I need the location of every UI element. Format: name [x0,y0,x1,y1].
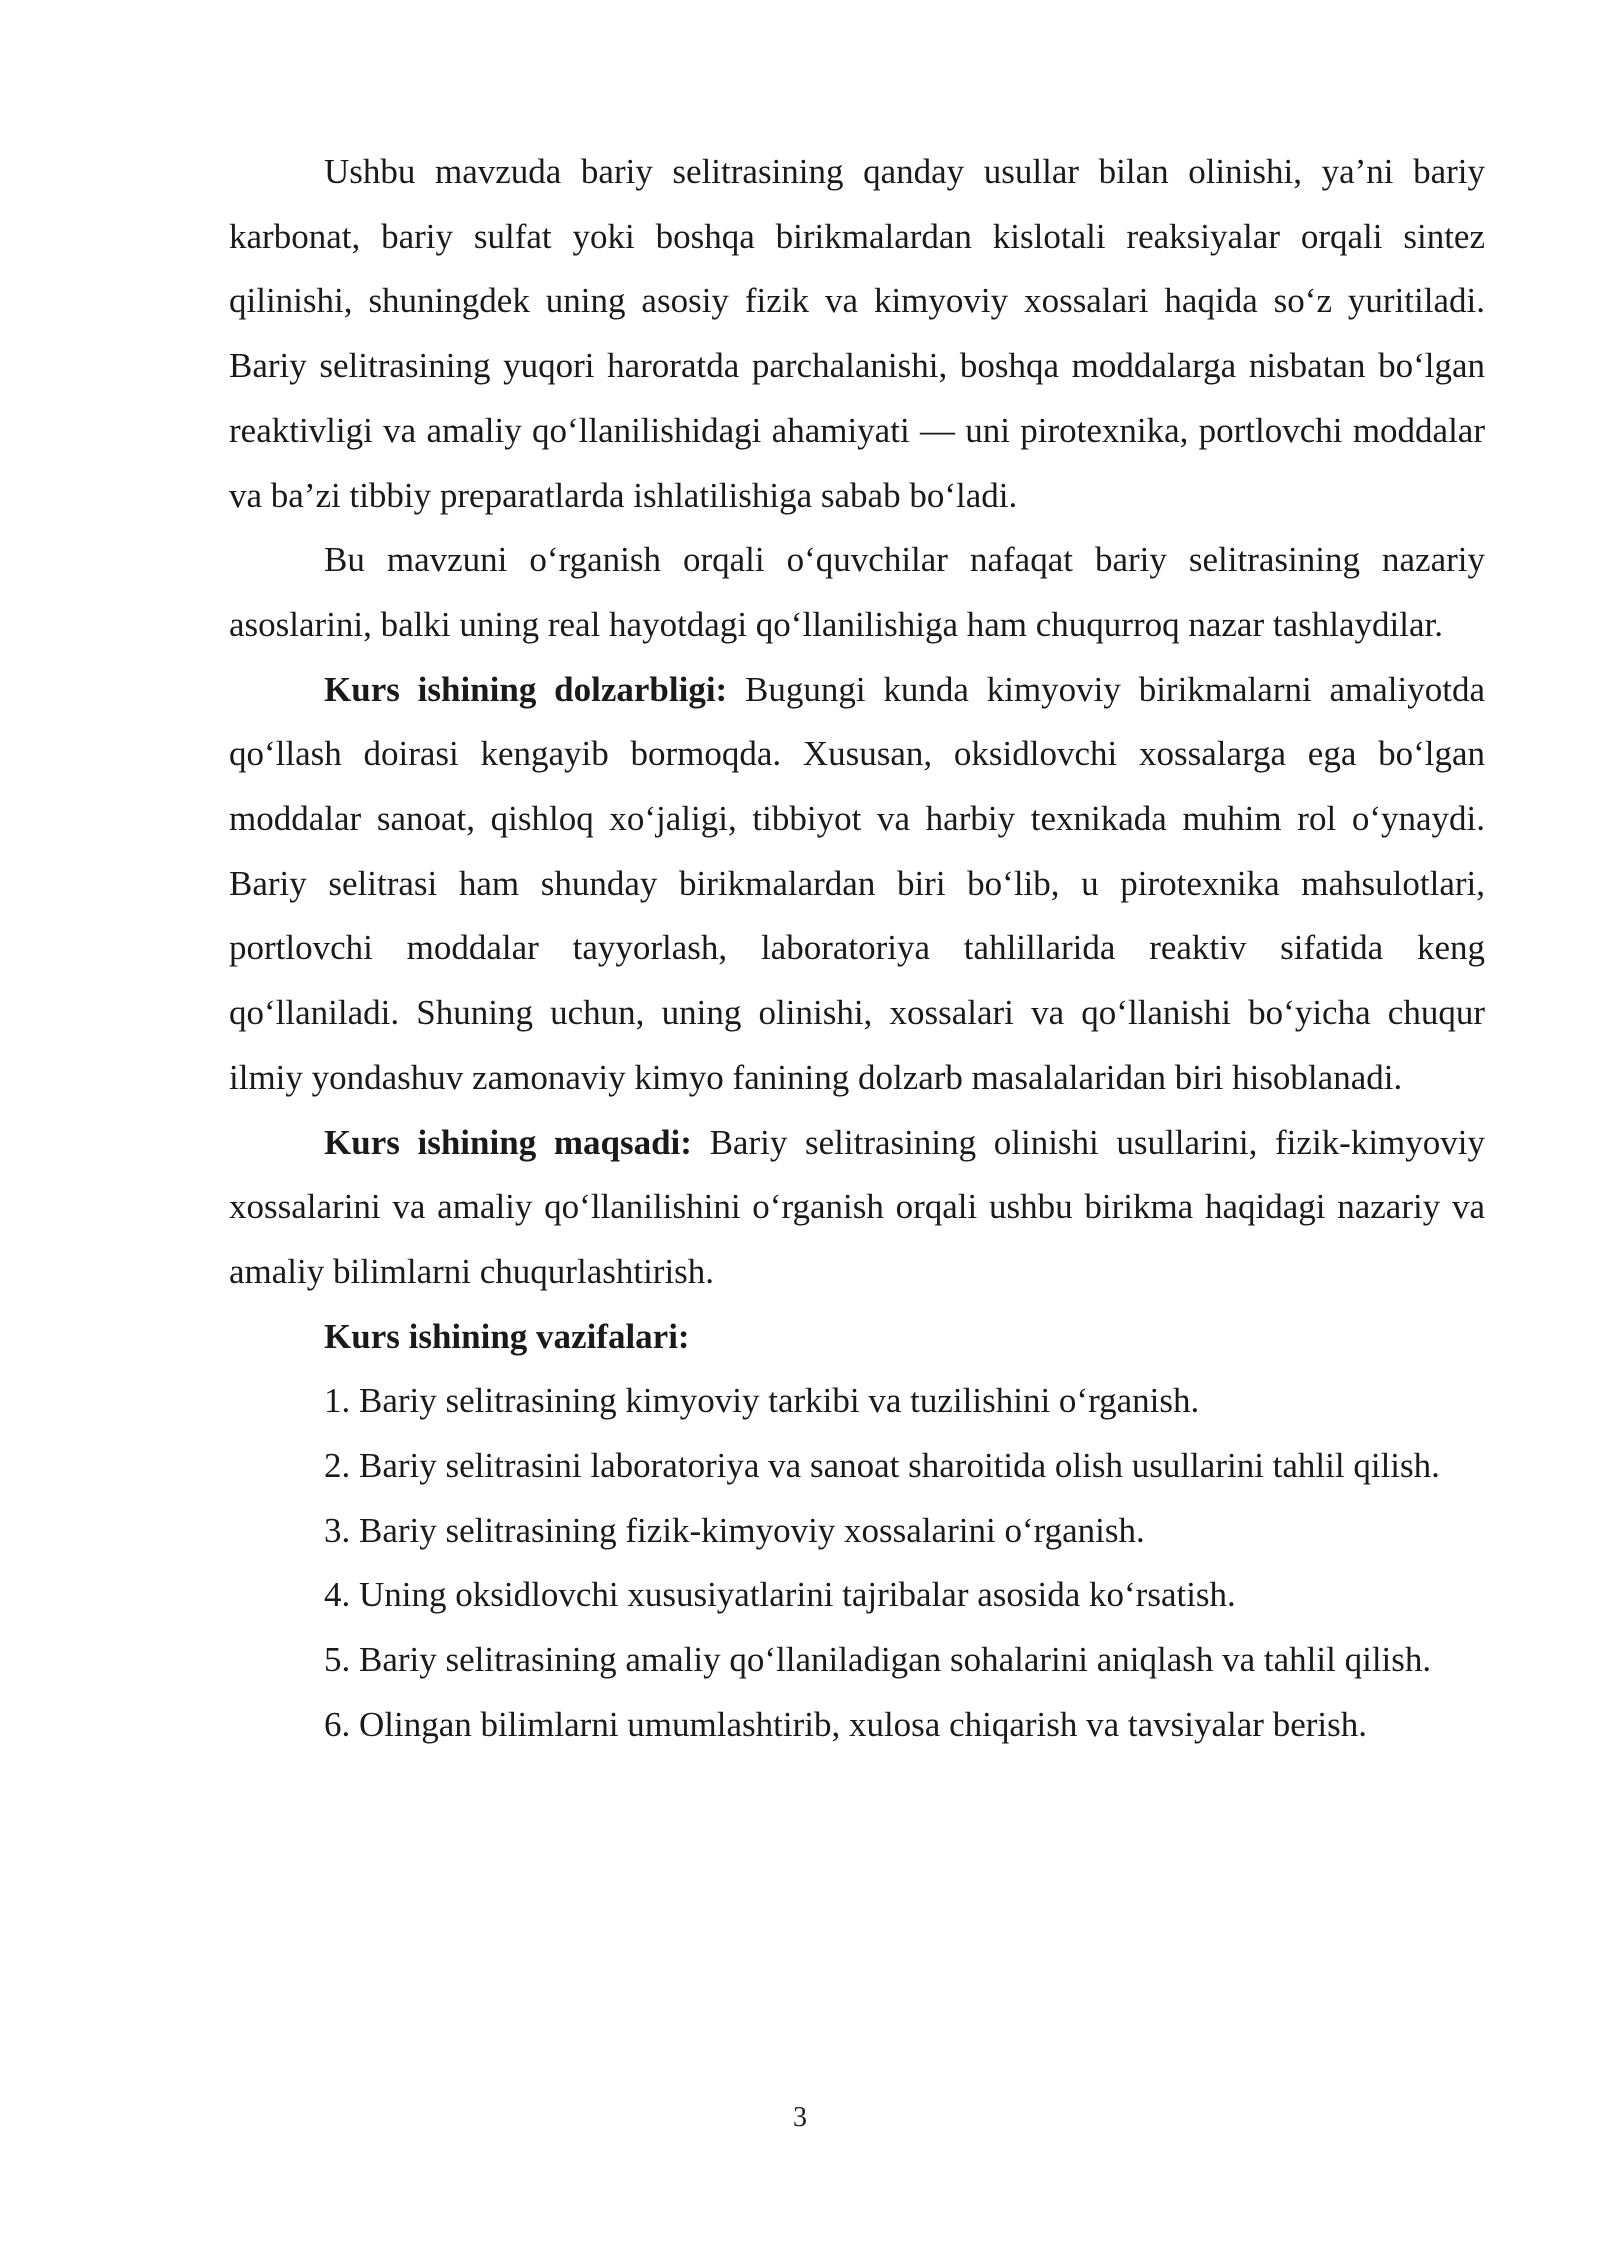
goal-paragraph [229,1111,1485,1305]
task-item [229,1499,1485,1564]
relevance-paragraph [229,658,1485,1111]
page-number: 3 [793,2102,807,2133]
task-item-text: 1. Bariy selitrasining kimyoviy tarkibi va tuzilishini o‘rganish. [324,1381,1200,1421]
task-item-text: 2. Bariy selitrasini laboratoriya va sanoat sharoitida olish usullarini tahlil qilish. [324,1446,1440,1486]
relevance-text: Bugungi kunda kimyoviy birikmalarni amaliyotda qo‘llash doirasi kengayib bormoqda. Xususan, oksidlovchi xossalarga ega bo‘lgan moddalar sanoat, qishloq xo‘jaligi, tibbiyot va harbiy texnikada muhim rol o‘ynaydi. Bariy selitrasi ham shunday birikmalardan biri bo‘lib, u pirotexnika mahsulotlari, portlovchi moddalar tayyorlash, laboratoriya tahlillarida reaktiv sifatida keng qo‘llaniladi. Shuning uchun, uning olinishi, xossalari va qo‘llanishi bo‘yicha chuqur ilmiy yondashuv zamonaviy kimyo fanining dolzarb masalalaridan biri hisoblanadi. [229,669,1485,1097]
task-item [229,1563,1485,1628]
task-item [229,1434,1485,1499]
goal-heading: Kurs ishining maqsadi: [324,1122,692,1162]
paragraph-text: Ushbu mavzuda bariy selitrasining qanday usullar bilan olinishi, ya’ni bariy karbonat, bariy sulfat yoki boshqa birikmalardan kislotali reaksiyalar orqali sintez qilinishi, shuningdek uning asosiy fizik va kimyoviy xossalari haqida so‘z yuritiladi. Bariy selitrasining yuqori haroratda parchalanishi, boshqa moddalarga nisbatan bo‘lgan reaktivligi va amaliy qo‘llanilishidagi ahamiyati — uni pirotexnika, portlovchi moddalar va ba’zi tibbiy preparatlarda ishlatilishiga sabab bo‘ladi. [229,152,1485,515]
tasks-heading-paragraph [229,1305,1485,1370]
goal-text: Bariy selitrasining olinishi usullarini, fizik-kimyoviy xossalarini va amaliy qo‘llanilishini o‘rganish orqali ushbu birikma haqidagi nazariy va amaliy bilimlarni chuqurlashtirish. [229,1122,1485,1291]
task-item-text: 4. Uning oksidlovchi xususiyatlarini tajribalar asosida ko‘rsatish. [324,1575,1236,1615]
task-item-text: 3. Bariy selitrasining fizik-kimyoviy xossalarini o‘rganish. [324,1510,1145,1550]
task-item-text: 6. Olingan bilimlarni umumlashtirib, xulosa chiqarish va tavsiyalar berish. [324,1704,1367,1744]
task-item [229,1369,1485,1434]
study-paragraph [229,528,1485,657]
task-item-text: 5. Bariy selitrasining amaliy qo‘llaniladigan sohalarini aniqlash va tahlil qilish. [324,1640,1432,1680]
task-item [229,1693,1485,1758]
task-item [229,1628,1485,1693]
document-page [229,140,1485,1758]
tasks-heading: Kurs ishining vazifalari: [324,1316,690,1356]
intro-paragraph [229,140,1485,528]
paragraph-text: Bu mavzuni o‘rganish orqali o‘quvchilar nafaqat bariy selitrasining nazariy asoslarini, balki uning real hayotdagi qo‘llanilishiga ham chuqurroq nazar tashlaydilar. [229,540,1485,644]
relevance-heading: Kurs ishining dolzarbligi: [324,669,728,709]
